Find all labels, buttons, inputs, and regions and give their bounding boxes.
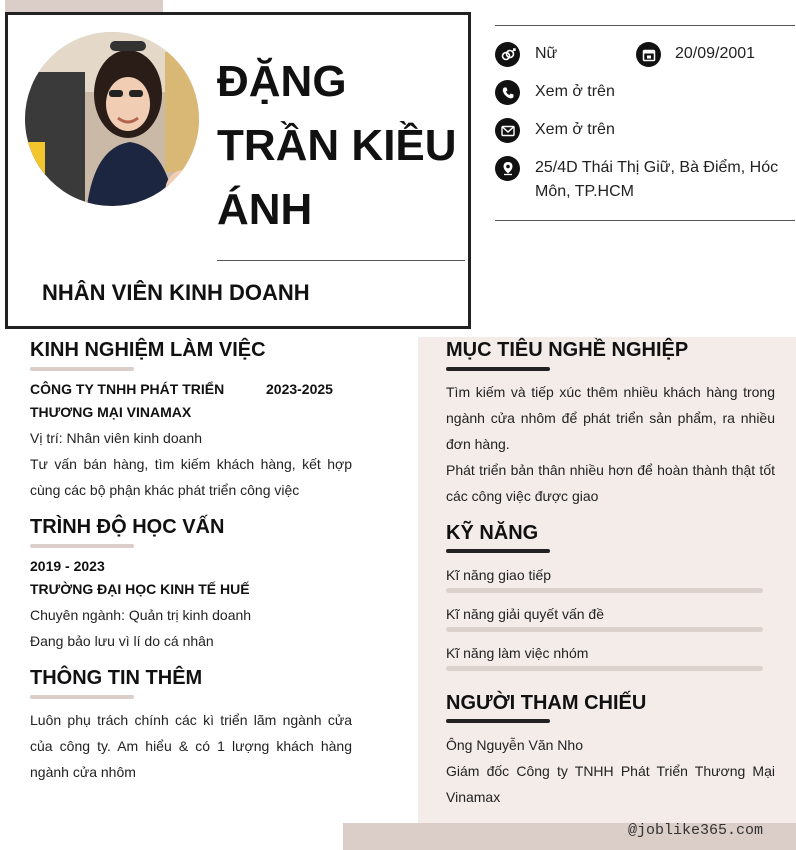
experience-position: Vị trí: Nhân viên kinh doanh	[30, 430, 202, 446]
objective-heading-underline	[446, 367, 550, 371]
skill-label: Kĩ năng làm việc nhóm	[446, 645, 589, 661]
skills-heading: KỸ NĂNG	[446, 522, 539, 544]
experience-company-line2: THƯƠNG MẠI VINAMAX	[30, 404, 192, 420]
skills-heading-underline	[446, 549, 550, 553]
phone-value: Xem ở trên	[535, 83, 615, 100]
name-divider	[217, 260, 465, 261]
reference-position: Giám đốc Công ty TNHH Phát Triển Thương Mại Vinamax	[446, 763, 775, 805]
skill-label: Kĩ năng giao tiếp	[446, 567, 552, 583]
education-period: 2019 - 2023	[30, 558, 105, 574]
name-line-2: TRẦN KIỀU	[217, 121, 457, 170]
objective-paragraph-1: Tìm kiếm và tiếp xúc thêm nhiều khách hàng trong ngành cửa nhôm để phát triển sản phẩm, ra nhiều đơn hàng.	[446, 384, 775, 452]
skill-bar	[446, 588, 763, 593]
additional-info-text: Luôn phụ trách chính các kì triển lãm ngành cửa của công ty. Am hiểu & có 1 lượng khách hàng ngành cửa nhôm	[30, 712, 352, 780]
footer-watermark: @joblike365.com	[628, 822, 764, 839]
education-status: Đang bảo lưu vì lí do cá nhân	[30, 633, 214, 649]
contact-divider-top	[495, 25, 795, 26]
calendar-icon	[636, 42, 661, 67]
experience-description: Tư vấn bán hàng, tìm kiếm khách hàng, kết hợp cùng các bộ phận khác phát triển công việc	[30, 456, 352, 498]
objective-paragraph-2: Phát triển bản thân nhiều hơn để hoàn thành thật tốt các công việc được giao	[446, 462, 775, 504]
experience-heading: KINH NGHIỆM LÀM VIỆC	[30, 339, 266, 361]
education-heading: TRÌNH ĐỘ HỌC VẤN	[30, 516, 225, 538]
additional-info-heading-underline	[30, 695, 134, 699]
education-school: TRƯỜNG ĐẠI HỌC KINH TẾ HUẾ	[30, 581, 250, 597]
mail-icon	[495, 118, 520, 143]
email-value: Xem ở trên	[535, 121, 615, 138]
job-title: NHÂN VIÊN KINH DOANH	[42, 280, 310, 305]
name-line-3: ÁNH	[217, 185, 313, 234]
experience-period: 2023-2025	[266, 381, 333, 397]
name-line-1: ĐẶNG	[217, 57, 347, 106]
education-major: Chuyên ngành: Quản trị kinh doanh	[30, 607, 252, 623]
contact-divider-bottom	[495, 220, 795, 221]
address-value: 25/4D Thái Thị Giữ, Bà Điểm, Hóc Môn, TP.HCM	[535, 159, 779, 200]
additional-info-heading: THÔNG TIN THÊM	[30, 667, 203, 689]
education-heading-underline	[30, 544, 134, 548]
gender-value: Nữ	[535, 45, 558, 62]
birthday-value: 20/09/2001	[675, 45, 756, 62]
objective-heading: MỤC TIÊU NGHỀ NGHIỆP	[446, 339, 689, 361]
reference-name: Ông Nguyễn Văn Nho	[446, 737, 583, 753]
reference-heading: NGƯỜI THAM CHIẾU	[446, 692, 647, 714]
skill-bar	[446, 627, 763, 632]
gender-icon	[495, 42, 520, 67]
candidate-name	[217, 50, 462, 242]
reference-heading-underline	[446, 719, 550, 723]
phone-icon	[495, 80, 520, 105]
skill-label: Kĩ năng giải quyết vấn đề	[446, 606, 605, 622]
experience-heading-underline	[30, 367, 134, 371]
skill-bar	[446, 666, 763, 671]
experience-company-line1: CÔNG TY TNHH PHÁT TRIỂN	[30, 381, 225, 397]
location-icon	[495, 156, 520, 181]
profile-photo	[25, 32, 199, 206]
